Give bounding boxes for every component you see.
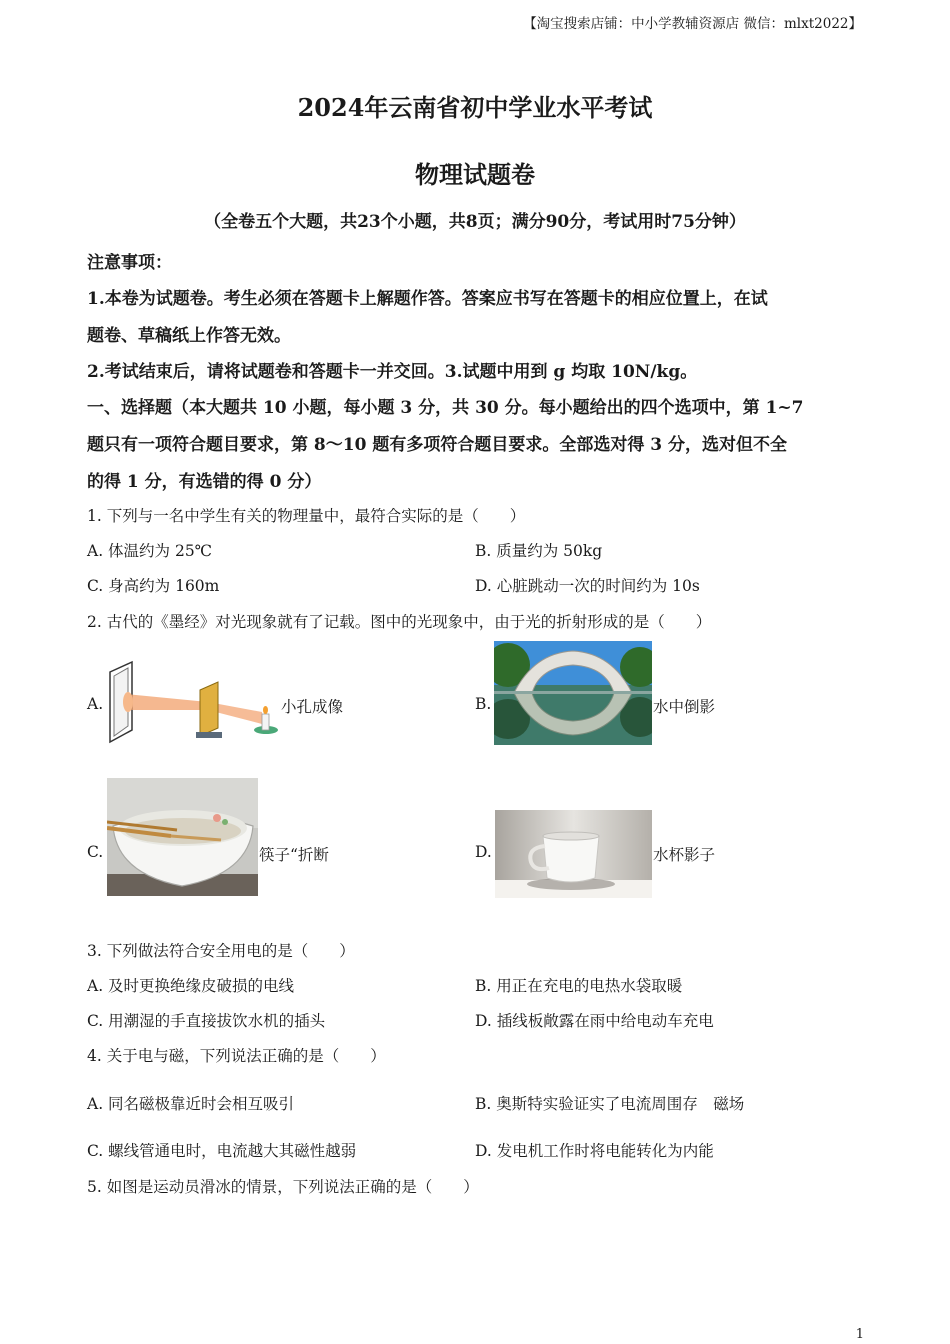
q2-a-caption: 小孔成像 [281,698,344,716]
page-number: 1 [855,1327,864,1342]
q4-stem: 4. 关于电与磁，下列说法正确的是（ ） [87,1047,386,1065]
notice-line-1b: 题卷、草稿纸上作答无效。 [87,326,291,346]
paper-title: 物理试题卷 [415,160,535,189]
exam-title: 2024年云南省初中学业水平考试 [297,93,653,122]
bridge-reflection-photo [494,641,652,745]
notice-line-2: 2.考试结束后，请将试题卷和答题卡一并交回。3.试题中用到 g 均取 10N/kg。 [87,362,698,382]
header-note: 【淘宝搜索店铺：中小学教辅资源店 微信：mlxt2022】 [523,16,862,32]
q2-a-letter: A. [87,695,104,713]
q4-option-a: A. 同名磁极靠近时会相互吸引 [87,1095,295,1113]
q3-stem: 3. 下列做法符合安全用电的是（ ） [87,942,355,960]
q3-option-c: C. 用潮湿的手直接拔饮水机的插头 [87,1012,326,1030]
q1-option-d: D. 心脏跳动一次的时间约为 10s [475,577,700,595]
section1-line-1: 一、选择题（本大题共 10 小题，每小题 3 分，共 30 分。每小题给出的四个选项中，第 1~7 [87,398,804,418]
chopsticks-bowl-photo [107,778,258,896]
notice-line-1a: 1.本卷为试题卷。考生必须在答题卡上解题作答。答案应书写在答题卡的相应位置上，在试 [87,289,768,309]
section1-line-3: 的得 1 分，有选错的得 0 分） [87,472,322,492]
q1-stem: 1. 下列与一名中学生有关的物理量中，最符合实际的是（ ） [87,507,526,525]
section1-line-2: 题只有一项符合题目要求，第 8～10 题有多项符合题目要求。全部选对得 3 分，选对但不全 [87,435,787,455]
q3-option-b: B. 用正在充电的电热水袋取暖 [475,977,683,995]
cup-shadow-photo [495,810,652,898]
q1-option-a: A. 体温约为 25℃ [87,542,213,560]
paper-info: （全卷五个大题，共23个小题，共8页；满分90分，考试用时75分钟） [204,212,746,232]
q3-option-d: D. 插线板敞露在雨中给电动车充电 [475,1012,714,1030]
pinhole-imaging-figure [104,660,280,746]
q4-option-d: D. 发电机工作时将电能转化为内能 [475,1142,714,1160]
notice-heading: 注意事项： [87,253,172,273]
q2-d-letter: D. [475,843,492,861]
q4-option-c: C. 螺线管通电时，电流越大其磁性越弱 [87,1142,357,1160]
q2-b-letter: B. [475,695,492,713]
q2-stem: 2. 古代的《墨经》对光现象就有了记载。图中的光现象中，由于光的折射形成的是（ ） [87,613,712,631]
q2-c-caption: 筷子“折断 [259,846,329,864]
q1-option-b: B. 质量约为 50kg [475,542,603,560]
q2-d-caption: 水杯影子 [653,846,716,864]
q1-option-c: C. 身高约为 160m [87,577,220,595]
q2-b-caption: 水中倒影 [653,698,716,716]
q3-option-a: A. 及时更换绝缘皮破损的电线 [87,977,295,995]
q4-option-b: B. 奥斯特实验证实了电流周围存 磁场 [475,1095,745,1113]
q2-c-letter: C. [87,843,104,861]
q5-stem: 5. 如图是运动员滑冰的情景，下列说法正确的是（ ） [87,1178,479,1196]
